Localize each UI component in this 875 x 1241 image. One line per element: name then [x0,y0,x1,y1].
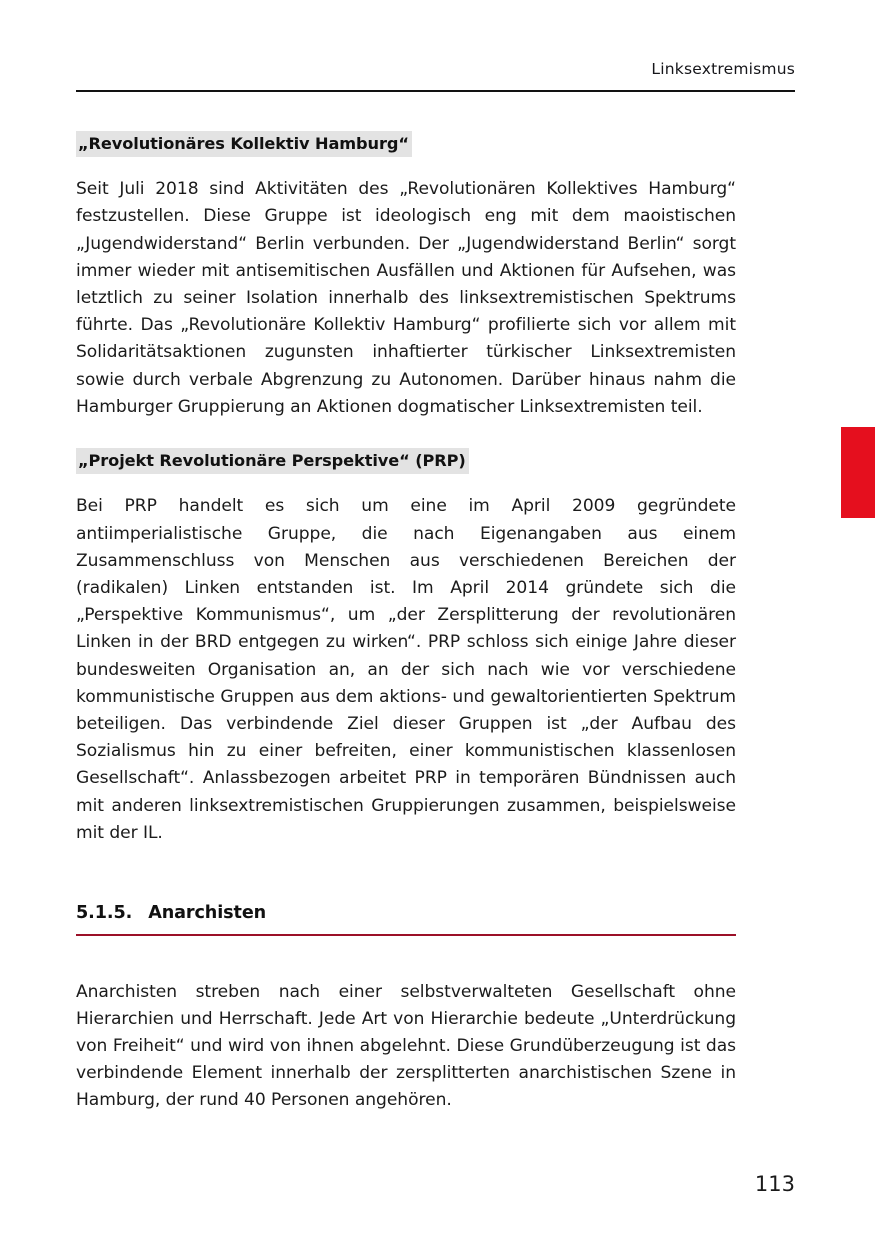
paragraph-anarchisten: Anarchisten streben nach einer selbstverwalteten Gesellschaft ohne Hierarchien und Herrschaft. Jede Art von Hierarchie bedeute „Unterdrückung von Freiheit“ und wird von ihnen abgelehnt. Diese Grundüberzeugung ist das verbindende Element innerhalb der zersplitterten anarchistischen Szene in Hamburg, der rund 40 Personen angehören. [76,981,736,1111]
section-rule [76,934,736,936]
page-number: 113 [754,1172,795,1196]
subheading-1-text: „Revolutionäres Kollektiv Hamburg“ [76,131,412,157]
subheading-2-text: „Projekt Revolutionäre Perspektive“ (PRP) [76,448,469,474]
running-header: Linksextremismus [651,60,795,78]
paragraph-projekt-revolutionaere-perspektive: Bei PRP handelt es sich um eine im April 2009 gegründete antiimperialistische Gruppe, die nach Eigenangaben aus einem Zusammenschluss von Menschen aus verschiedenen Bereichen der (radikalen) Linken entstanden ist. Im April 2014 gründete sich die „Perspektive Kommunismus“, um „der Zersplitterung der revolutionären Linken in der BRD entgegen zu wirken“. PRP schloss sich einige Jahre dieser bundesweiten Organisation an, an der sich nach wie vor verschiedene kommunistische Gruppen aus dem aktions- und gewaltorientierten Spektrum beteiligen. Das verbindende Ziel dieser Gruppen ist „der Aufbau des Sozialismus hin zu einer befreiten, einer kommunistischen klassenlosen Gesellschaft“. Anlassbezogen arbeitet PRP in temporären Bündnissen auch mit anderen linksextremistischen Gruppierungen zusammen, beispielsweise mit der IL. [76,496,736,843]
section-heading [76,903,736,923]
section-number: 5.1.5. [76,902,133,923]
section-title: Anarchisten [148,902,267,923]
section-anarchisten [76,903,736,1115]
subheading-projekt-revolutionaere-perspektive [76,451,736,471]
subheading-revolutionaeres-kollektiv-hamburg [76,134,736,154]
content-column [76,134,736,1115]
header-rule [76,90,795,92]
chapter-thumb-tab [841,427,875,518]
paragraph-revolutionaeres-kollektiv-hamburg: Seit Juli 2018 sind Aktivitäten des „Revolutionären Kollektives Hamburg“ festzustellen. Diese Gruppe ist ideologisch eng mit dem maoistischen „Jugendwiderstand“ Berlin verbunden. Der „Jugendwiderstand Berlin“ sorgt immer wieder mit antisemitischen Ausfällen und Aktionen für Aufsehen, was letztlich zu seiner Isolation innerhalb des linksextremistischen Spektrums führte. Das „Revolutionäre Kollektiv Hamburg“ profilierte sich vor allem mit Solidaritätsaktionen zugunsten inhaftierter türkischer Linksextremisten sowie durch verbale Abgrenzung zu Autonomen. Darüber hinaus nahm die Hamburger Gruppierung an Aktionen dogmatischer Linksextremisten teil. [76,179,736,417]
